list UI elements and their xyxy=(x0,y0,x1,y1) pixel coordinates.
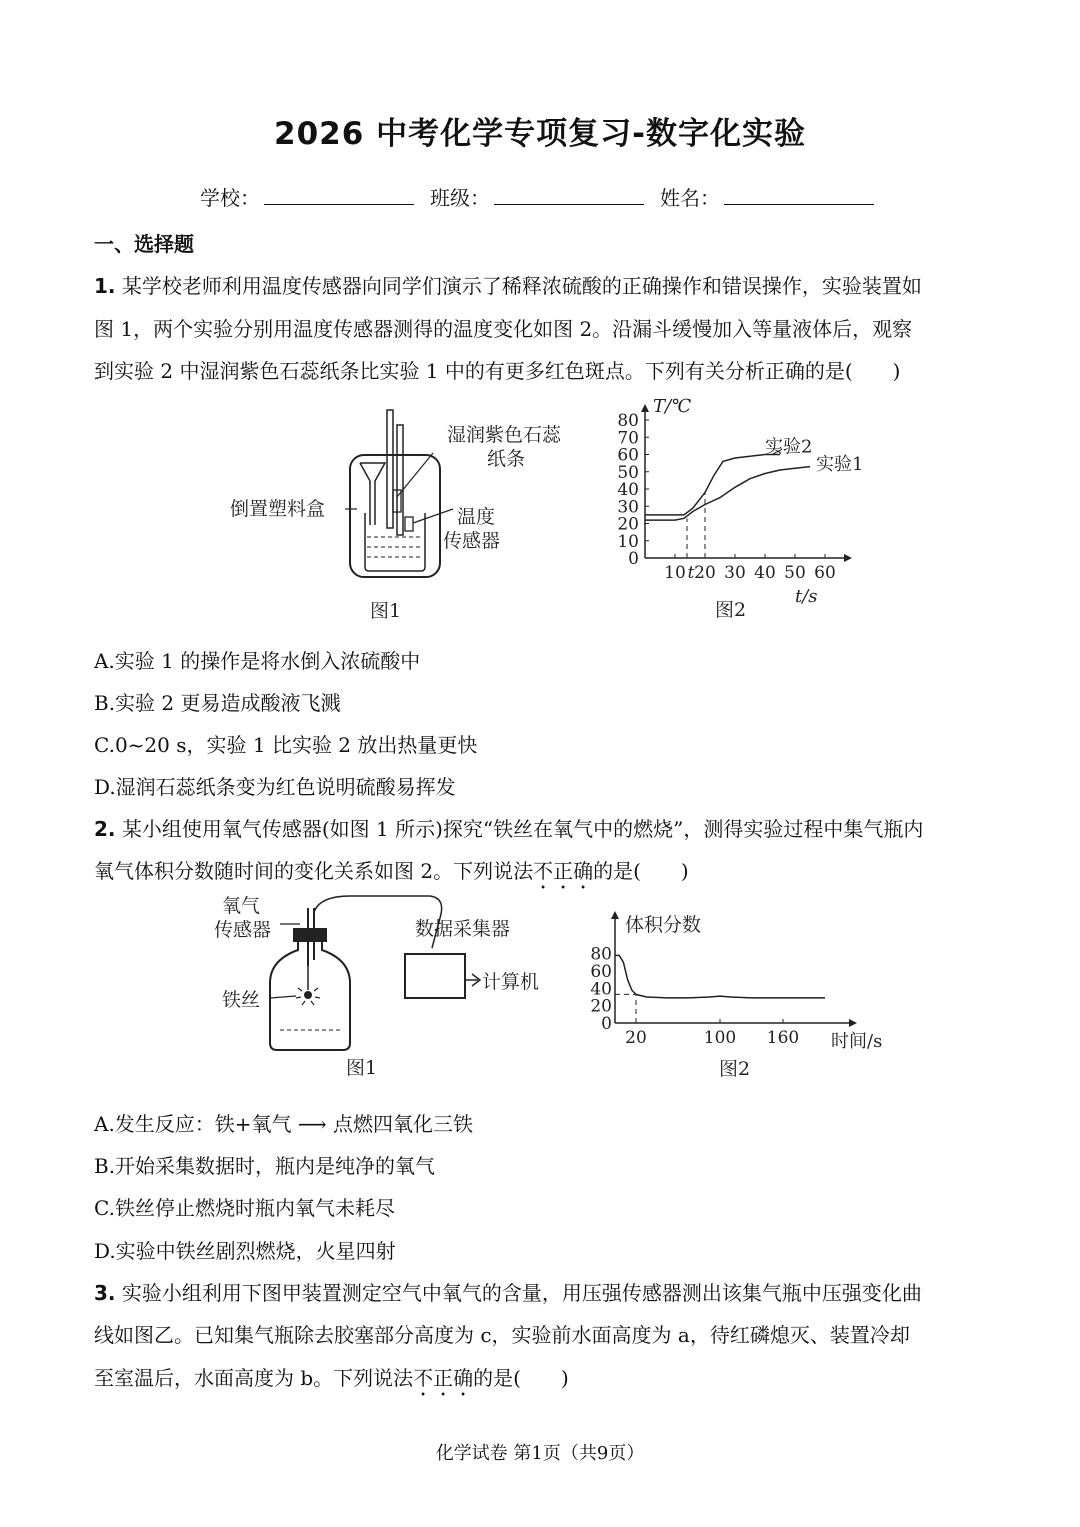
q2-option-b: B.开始采集数据时，瓶内是纯净的氧气 xyxy=(94,1154,436,1178)
label-paper-line2: 纸条 xyxy=(487,448,526,470)
q2-option-d: D.实验中铁丝剧烈燃烧，火星四射 xyxy=(94,1239,396,1263)
y-tick-label: 0 xyxy=(628,549,639,569)
label-sensor-line1: 温度 xyxy=(457,506,496,528)
q2-fig1-caption: 图1 xyxy=(346,1057,378,1079)
q1-option-d: D.湿润石蕊纸条变为红色说明硫酸易挥发 xyxy=(94,775,456,799)
x-axis-label: t/s xyxy=(795,586,818,607)
q2-line2: 氧气体积分数随时间的变化关系如图 2。下列说法不正确的是( ) xyxy=(94,859,689,883)
label-iron-wire: 铁丝 xyxy=(222,989,261,1011)
series-line-1 xyxy=(615,955,825,998)
t-marker-label: t xyxy=(687,563,695,583)
y-tick-label: 80 xyxy=(590,944,612,965)
x-axis-arrow xyxy=(844,554,852,562)
q2-emphasis: 不正确 xyxy=(533,859,594,883)
label-o2-sensor-line2: 传感器 xyxy=(214,919,272,941)
q1-line2: 图 1，两个实验分别用温度传感器测得的温度变化如图 2。沿漏斗缓慢加入等量液体后，观察 xyxy=(94,317,913,341)
series1-label: 实验1 xyxy=(816,454,864,476)
q3-line1: 3. 实验小组利用下图甲装置测定空气中氧气的含量，用压强传感器测出该集气瓶中压强变化曲 xyxy=(94,1281,922,1305)
x-tick-label: 20 xyxy=(694,563,716,583)
name-field xyxy=(660,182,874,211)
x-tick-label: 160 xyxy=(766,1028,800,1048)
y-tick-label: 60 xyxy=(617,445,639,466)
q2-figure1 xyxy=(210,888,570,1088)
q2-number: 2. xyxy=(94,817,116,841)
y-tick-label: 70 xyxy=(617,428,639,449)
y-tick-label: 40 xyxy=(590,979,612,1000)
q1-fig2-caption: 图2 xyxy=(715,599,747,621)
q1-line3: 到实验 2 中湿润紫色石蕊纸条比实验 1 中的有更多红色斑点。下列有关分析正确的是( ) xyxy=(94,359,901,383)
q2-option-c: C.铁丝停止燃烧时瓶内氧气未耗尽 xyxy=(94,1196,395,1220)
y-axis-label: 体积分数 xyxy=(625,914,702,936)
class-field xyxy=(430,182,644,211)
q2-fig2-caption: 图2 xyxy=(719,1058,751,1080)
q3-emphasis: 不正确 xyxy=(413,1366,474,1390)
label-box: 倒置塑料盒 xyxy=(230,498,326,520)
q3-line3: 至室温后，水面高度为 b。下列说法不正确的是( ) xyxy=(94,1366,569,1390)
school-label: 学校： xyxy=(200,186,260,210)
section-heading: 一、选择题 xyxy=(94,232,194,256)
q1-temperature-chart xyxy=(605,390,865,630)
label-paper-line1: 湿润紫色石蕊 xyxy=(447,424,562,446)
series2-label: 实验2 xyxy=(765,436,813,458)
x-tick-label: 50 xyxy=(784,563,806,583)
y-axis-arrow xyxy=(641,404,649,412)
y-axis-label: T/℃ xyxy=(653,396,692,417)
series-line-1 xyxy=(645,467,810,520)
page-footer: 化学试卷 第1页（共9页） xyxy=(435,1443,645,1464)
y-tick-label: 20 xyxy=(617,514,639,535)
school-field xyxy=(200,182,414,211)
y-tick-label: 30 xyxy=(617,497,639,518)
y-tick-label: 20 xyxy=(590,996,612,1017)
label-sensor-line2: 传感器 xyxy=(443,530,501,552)
q1-number: 1. xyxy=(94,274,116,298)
class-blank xyxy=(494,186,644,205)
page-title: 2026 中考化学专项复习-数字化实验 xyxy=(274,116,806,152)
school-blank xyxy=(264,186,414,205)
q1-fig1-caption: 图1 xyxy=(370,600,402,622)
q3-line2: 线如图乙。已知集气瓶除去胶塞部分高度为 c，实验前水面高度为 a，待红磷熄灭、装置冷却 xyxy=(94,1323,910,1347)
x-tick-label: 60 xyxy=(814,563,836,583)
x-tick-label: 20 xyxy=(625,1028,647,1048)
x-axis-label: 时间/s xyxy=(831,1031,883,1052)
y-tick-label: 10 xyxy=(617,531,639,552)
q1-line1: 1. 某学校老师利用温度传感器向同学们演示了稀释浓硫酸的正确操作和错误操作，实验装置如 xyxy=(94,274,922,298)
x-tick-label: 30 xyxy=(724,563,746,583)
q3-number: 3. xyxy=(94,1281,116,1305)
name-blank xyxy=(724,186,874,205)
series-line-2 xyxy=(645,455,780,515)
class-label: 班级： xyxy=(430,186,490,210)
x-tick-label: 40 xyxy=(754,563,776,583)
y-tick-label: 60 xyxy=(590,962,612,982)
x-axis-arrow xyxy=(849,1019,857,1027)
q2-oxygen-chart xyxy=(585,905,885,1085)
name-label: 姓名： xyxy=(660,186,720,210)
label-data-collector: 数据采集器 xyxy=(415,918,511,940)
q2-line1: 2. 某小组使用氧气传感器(如图 1 所示)探究“铁丝在氧气中的燃烧”，测得实验过程中集气瓶内 xyxy=(94,817,924,841)
q1-option-c: C.0~20 s，实验 1 比实验 2 放出热量更快 xyxy=(94,733,478,757)
label-o2-sensor-line1: 氧气 xyxy=(222,895,261,917)
q1-option-b: B.实验 2 更易造成酸液飞溅 xyxy=(94,691,341,715)
label-computer: 计算机 xyxy=(482,971,540,993)
q2-option-a: A.发生反应：铁+氧气 ⟶ 点燃四氧化三铁 xyxy=(94,1112,473,1136)
y-axis-arrow xyxy=(611,911,619,919)
x-tick-label: 10 xyxy=(664,563,686,583)
y-tick-label: 0 xyxy=(601,1014,612,1034)
q1-figure1 xyxy=(225,405,585,630)
x-tick-label: 100 xyxy=(703,1028,737,1048)
y-tick-label: 50 xyxy=(617,462,639,483)
y-tick-label: 80 xyxy=(617,411,639,431)
q1-option-a: A.实验 1 的操作是将水倒入浓硫酸中 xyxy=(94,649,421,673)
y-tick-label: 40 xyxy=(617,480,639,500)
